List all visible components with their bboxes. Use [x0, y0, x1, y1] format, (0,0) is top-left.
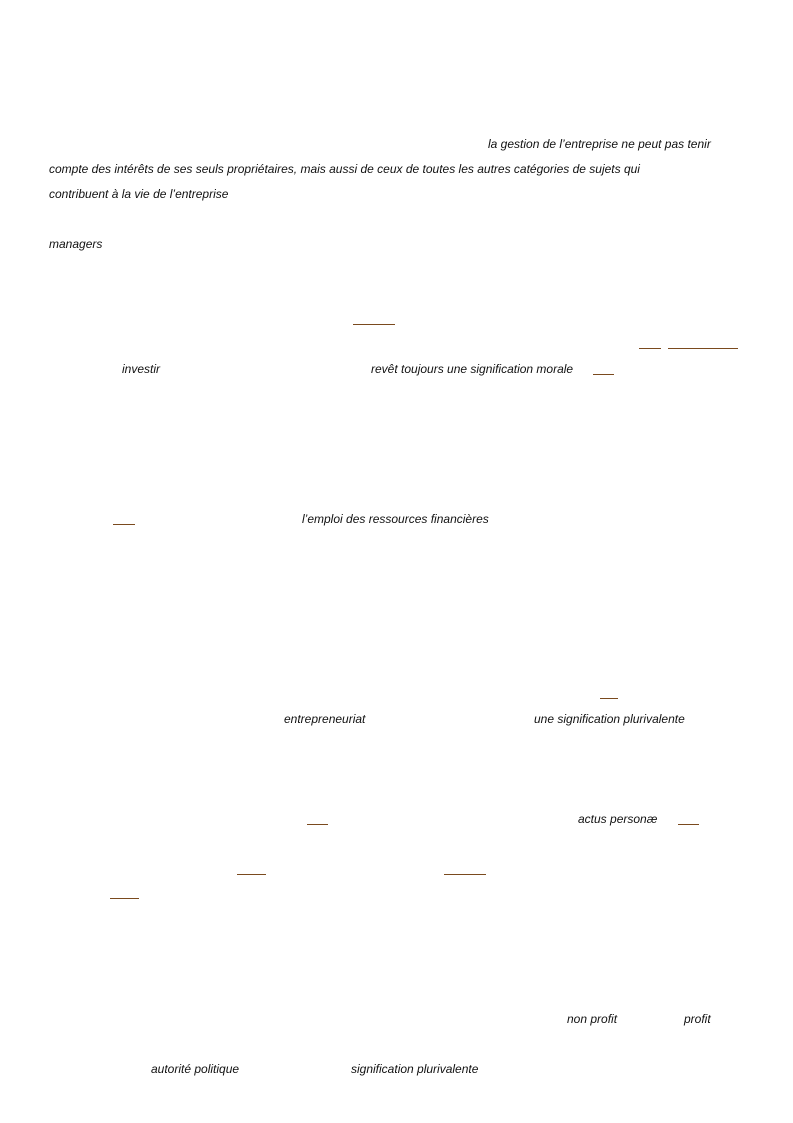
underline-rule — [668, 348, 738, 349]
underline-rule — [600, 698, 618, 699]
text-fragment: autorité politique — [151, 1062, 240, 1076]
text-fragment: la gestion de l’entreprise ne peut pas tenir — [488, 137, 711, 151]
underline-rule — [678, 824, 699, 825]
text-fragment: l’emploi des ressources financières — [302, 512, 489, 526]
text-fragment: managers — [49, 237, 103, 251]
underline-rule — [110, 898, 139, 899]
underline-rule — [444, 874, 486, 875]
text-fragment: non profit — [567, 1012, 618, 1026]
underline-rule — [307, 824, 328, 825]
underline-rule — [113, 524, 135, 525]
text-fragment: une signification plurivalente — [534, 712, 685, 726]
underline-rule — [237, 874, 266, 875]
underline-rule — [593, 374, 614, 375]
text-fragment: revêt toujours une signification morale — [371, 362, 574, 376]
text-fragment: signification plurivalente — [351, 1062, 479, 1076]
underline-rule — [639, 348, 661, 349]
text-fragment: profit — [684, 1012, 711, 1026]
underline-rule — [353, 324, 395, 325]
text-fragment: contribuent à la vie de l’entreprise — [49, 187, 229, 201]
text-fragment: investir — [122, 362, 161, 376]
text-fragment: entrepreneuriat — [284, 712, 366, 726]
text-fragment: compte des intérêts de ses seuls propriétaires, mais aussi de ceux de toutes les autres catégories de sujets qui — [49, 162, 640, 176]
text-fragment: actus personæ — [578, 812, 658, 826]
